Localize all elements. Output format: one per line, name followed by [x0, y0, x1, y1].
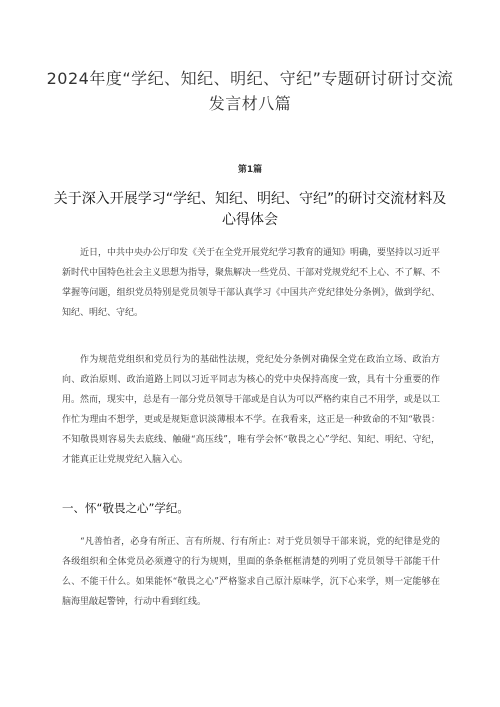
section-heading: 一、怀“敬畏之心”学纪。	[62, 501, 189, 515]
section-number: 第1篇	[237, 165, 263, 175]
paragraph-intro: 近日，中共中央办公厅印发《关于在全党开展党纪学习教育的通知》明确，要坚持以习近平新时代中国特色社会主义思想为指导，聚焦解决一些党员、干部对党规党纪不上心、不了解、不掌握等问题，组织党员特别是党员领导干部认真学习《中国共产党纪律处分条例》，做到学纪、知纪、明纪、守纪。	[62, 248, 441, 318]
article-title: 关于深入开展学习“学纪、知纪、明纪、守纪”的研讨交流材料及心得体会	[53, 191, 447, 228]
paragraph-section-1: “凡善怕者，必身有所正、言有所规、行有所止：对于党员领导干部来说，党的纪律是党的各级组织和全体党员必须遵守的行为规则，里面的条条框框清楚的列明了党员领导干部能干什么、不能干什么。如果能怀“敬畏之心”严格鉴求自己原汁原味学，沉下心来学，则一定能够在脑海里敲起警钟，行动中看到红线。	[62, 537, 440, 607]
paragraph-body: 作为规范党组织和党员行为的基础性法规，党纪处分条例对确保全党在政治立场、政治方向、政治原则、政治道路上同以习近平同志为核心的党中央保持高度一致，具有十分重要的作用。然而，现实中，总是有一部分党员领导干部或是自认为可以严格约束自己不用学，或是以工作忙为理由不想学，更或是规矩意识淡薄根本不学。在我看来，这正是一种致命的不知“敬畏：不知敬畏则容易失去底线、触碰“高压线”，唯有学会怀“敬畏之心”学纪、知纪、明纪、守纪，才能真正让党规党纪入脑入心。	[62, 355, 441, 465]
document-title: 2024年度“学纪、知纪、明纪、守纪”专题研讨研讨交流发言材八篇	[46, 69, 454, 113]
